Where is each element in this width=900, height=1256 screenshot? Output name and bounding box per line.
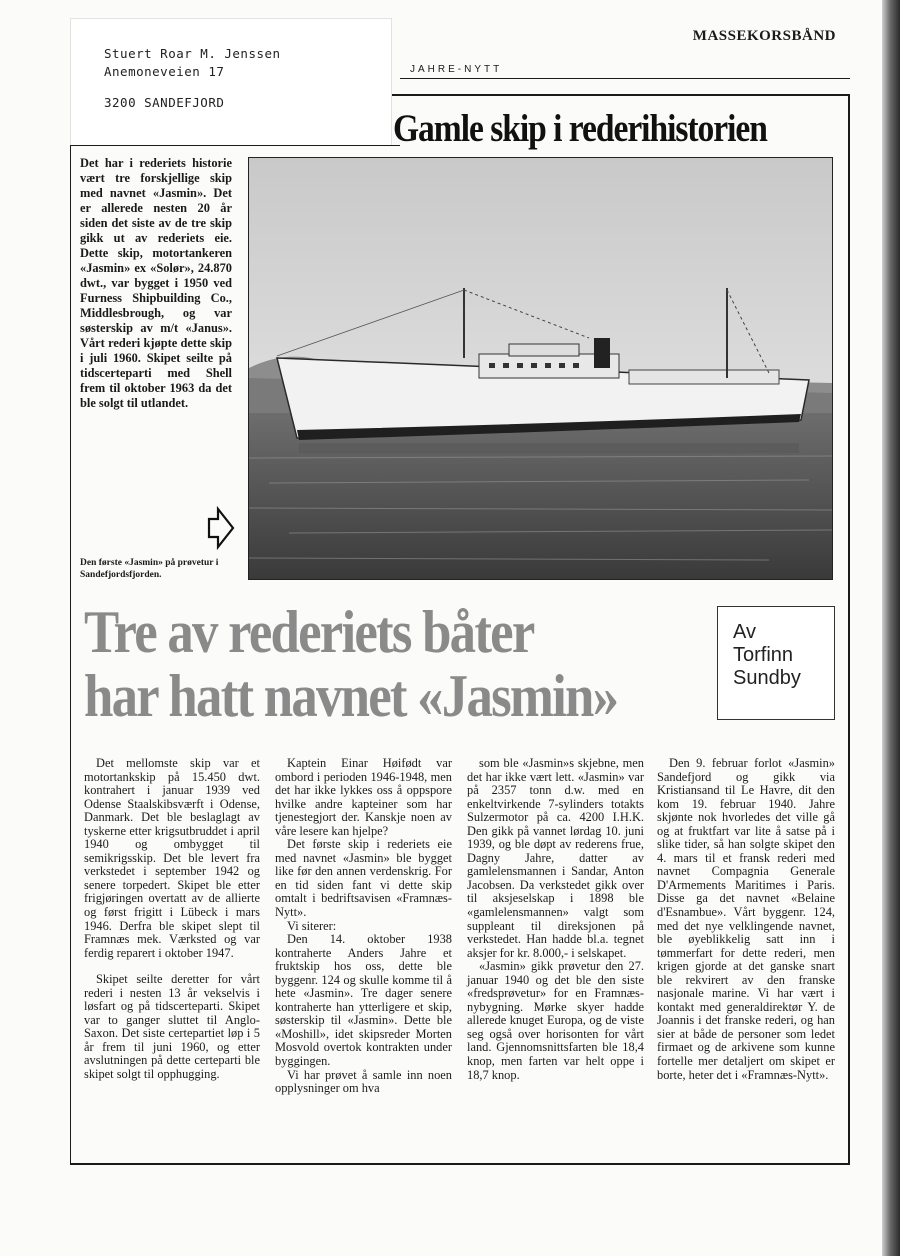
article-column-1: [84, 757, 260, 1082]
frame-right: [848, 94, 850, 1164]
article-paragraph: «Jasmin» gikk prøvetur den 27. januar 1940 og det ble den siste «fredsprøvetur» for en Framnæs-nybygning. Mørke skyer hadde allerede knuget Europa, og de viste seg også over horisonten for vårt land. Gjennomsnittsfarten ble 18,4 knop, men farten var helt oppe i 18,7 knop.: [467, 959, 644, 1082]
byline-last-name: Sundby: [733, 667, 801, 689]
article-paragraph: Vi siterer:: [287, 918, 337, 933]
intro-text: Det har i rederiets historie vært tre forskjellige skip med navnet «Jasmin». Det er allerede nesten 20 år siden det siste av de tre skip gikk ut av rederiets eie. Dette skip, motortankeren «Jasmin» ex «Solør», 24.870 dwt., var bygget i 1950 ved Furness Shipbuilding Co., Middlesbrough, og var søsterskip av m/t «Janus». Vårt rederi kjøpte dette skip i juli 1960. Skipet seilte på tidscerteparti med Shell frem til oktober 1963 da det ble solgt til utlandet.: [80, 156, 232, 410]
article-column-2: [275, 757, 452, 1096]
article-paragraph: Den 14. oktober 1938 kontraherte Anders Jahre et fruktskip hos oss, dette ble byggenr. 124 og skulle komme til å hete «Jasmin». Tre dager senere kontraherte han ytterligere et skip, søsterskip til «Jasmin». Dette ble «Moshill», idet skipsreder Morten Mosvold overtok kontrakten under byggingen.: [275, 932, 452, 1069]
photo-caption: Den første «Jasmin» på prøvetur i Sandefjordsfjorden.: [80, 558, 219, 580]
frame-left: [70, 145, 71, 1164]
article-paragraph: Det første skip i rederiets eie med navnet «Jasmin» ble bygget like før den annen verdenskrig. For en tid siden fant vi dette skip omtalt i bedriftsavisen «Framnæs-Nytt».: [275, 837, 452, 920]
article-paragraph: som ble «Jasmin»s skjebne, men det har ikke vært lett. «Jasmin» var på 2357 tonn d.w. med en enkeltvirkende 7-sylinders totakts Sulzermotor på ca. 4200 I.H.K. Den gikk på vannet lørdag 10. juni 1939, og ble døpt av rederens frue, Dagny Jahre, datter av gamlelensmannen i Sandar, Anton Jacobsen. Da verkstedet gikk over til aksjeselskap i 1898 ble «gamlelensmannen» valgt som suppleant til direksjonen på verkstedet. Han hadde bl.a. tegnet aksjer for kr. 8.000,- i selskapet.: [467, 756, 644, 960]
byline-first-name: Torfinn: [733, 644, 794, 666]
address-label: [70, 18, 392, 146]
publication-name: JAHRE-NYTT: [410, 64, 503, 75]
frame-bottom: [70, 1163, 850, 1165]
address-city: 3200 SANDEFJORD: [104, 95, 225, 110]
article-paragraph: Vi har prøvet å samle inn noen opplysninger om hva: [275, 1067, 452, 1096]
scan-edge: [882, 0, 900, 1256]
address-name: Stuert Roar M. Jenssen: [104, 46, 281, 61]
article-paragraph: Kaptein Einar Høifødt var ombord i perioden 1946-1948, men det har ikke lykkes oss å oppspore hvilke andre kapteiner som har tjenestegjort der. Kanskje noen av våre lesere kan hjelpe?: [275, 756, 452, 838]
article-paragraph: Det mellomste skip var et motortankskip på 15.450 dwt. kontrahert i januar 1939 ved Odense Staalskibsværft i Odense, Danmark. Det ble beslaglagt av tyskerne etter krigsutbruddet i april 1940 og ombygget til semikrigsskip. Det ble levert fra verkstedet i september 1942 og senere torpedert. Skipet ble etter frigjøringen overtatt av de allierte og først frigitt i Lübeck i mars 1946. Derfra ble skipet slept til Framnæs mek. Værksted og var ferdig reparert i oktober 1947.: [84, 756, 260, 960]
byline-av: Av: [733, 621, 756, 643]
header-rule: [400, 78, 850, 79]
frame-top: [392, 94, 850, 96]
series-title: Gamle skip i rederihistorien: [393, 107, 767, 150]
frame-top-left: [70, 145, 400, 146]
section-tag: MASSEKORSBÅND: [692, 28, 836, 44]
article-column-4: [657, 757, 835, 1082]
address-street: Anemoneveien 17: [104, 64, 225, 79]
byline-box: [717, 606, 835, 720]
article-paragraph: Den 9. februar forlot «Jasmin» Sandefjord og gikk via Kristiansand til Le Havre, dit den kom 19. februar 1940. Jahre skjønte nok hvorledes det ville gå og at fruktfart var lite å satse på i slike tider, så han solgte skipet den 4. mars til et fransk rederi med navnet Compagnia Generale D'Armements Maritimes i Paris. Disse ga det navnet «Belaine d'Esnambue». Vårt byggenr. 124, med det nye velklingende navnet, ble øyeblikkelig satt inn i tømmerfart for dette rederi, men krigen gjorde at det ganske snart ble rekvirert av den franske nasjonale marine. Vi har vært i kontakt med generaldirektør Y. de Joannis i det franske rederi, og han sier at både de personer som ledet firmaet og de arkivene som kunne fortelle mer detaljert om skipet er borte, heter det i «Framnæs-Nytt».: [657, 756, 835, 1082]
headline-line-2: har hatt navnet «Jasmin»: [84, 663, 618, 729]
ship-photo: [248, 157, 833, 580]
main-headline: [84, 600, 617, 728]
article-column-3: [467, 757, 644, 1082]
arrow-right-icon: [206, 506, 236, 550]
headline-line-1: Tre av rederiets båter: [84, 599, 534, 665]
article-paragraph: Skipet seilte deretter for vårt rederi i nesten 13 år vekselvis i løsfart og på tidscerteparti. Skipet var to ganger sluttet til Anglo-Saxon. Det siste certepartiet løp i 5 år frem til juni 1960, og etter avslutningen på dette certeparti ble skipet solgt til opphugging.: [84, 972, 260, 1082]
